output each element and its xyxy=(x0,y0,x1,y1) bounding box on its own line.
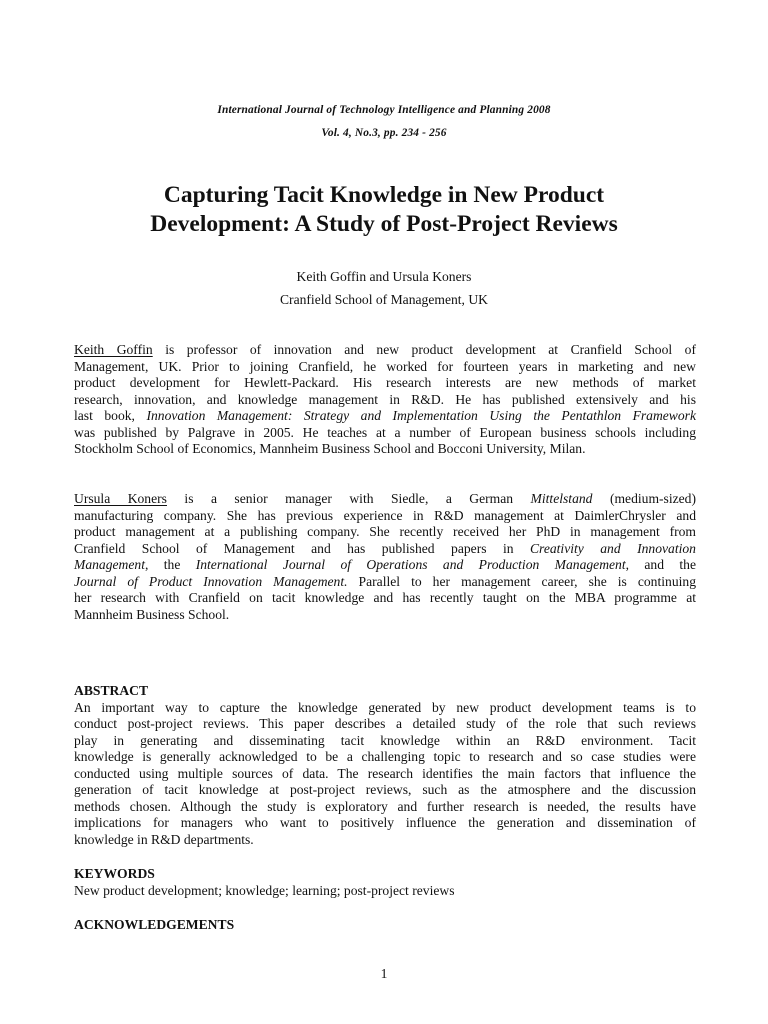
bio-goffin-line: Management, UK. Prior to joining Cranfield, he worked for fourteen years in marketing and new xyxy=(74,358,696,374)
abstract-heading: ABSTRACT xyxy=(74,683,149,698)
journal-volume: Vol. 4, No.3, pp. 234 - 256 xyxy=(321,127,447,139)
author-name-koners: Ursula Koners xyxy=(74,491,167,506)
keywords-heading: KEYWORDS xyxy=(74,866,155,881)
bio-goffin-line: research, innovation, and knowledge management in R&D. He has published extensively and his xyxy=(74,391,696,407)
journal-ref: Management xyxy=(74,557,145,572)
abstract-line: An important way to capture the knowledge generated by new product development teams is to xyxy=(74,699,696,715)
abstract-line: generation of tacit knowledge at post-project reviews, such as the atmosphere and the discussion xyxy=(74,782,696,797)
abstract-line: play in generating and disseminating tacit knowledge within an R&D environment. Tacit xyxy=(74,732,696,748)
author-name-goffin: Keith Goffin xyxy=(74,342,153,357)
book-title: Innovation Management: Strategy and Implementation Using the Pentathlon Framework xyxy=(146,408,696,423)
bio-koners-line: Management, the International Journal of Operations and Production Management, and the xyxy=(74,557,696,572)
abstract-line: knowledge in R&D departments. xyxy=(74,831,254,847)
journal-name: International Journal of Technology Intelligence and Planning 2008 xyxy=(217,104,551,116)
abstract-line: methods chosen. Although the study is exploratory and further research is needed, the results have xyxy=(74,798,696,814)
abstract-line: implications for managers who want to positively influence the generation and dissemination of xyxy=(74,815,696,830)
journal-ref: International Journal of Operations and Production Management xyxy=(195,557,626,572)
bio-goffin-line: was published by Palgrave in 2005. He teaches at a number of European business schools including xyxy=(74,424,696,440)
bio-koners-line: Ursula Koners is a senior manager with Siedle, a German Mittelstand (medium-sized) xyxy=(74,491,697,506)
page-number: 1 xyxy=(380,966,388,981)
abstract-line: knowledge is generally acknowledged to be a challenging topic to research and so case studies were xyxy=(74,749,696,764)
paper-title-line-1: Capturing Tacit Knowledge in New Product xyxy=(163,182,605,208)
bio-koners-line: product management at a publishing company. She recently received her PhD in management from xyxy=(74,524,696,539)
bio-goffin-line: last book, Innovation Management: Strategy and Implementation Using the Pentathlon Framework xyxy=(74,408,696,423)
journal-ref: Journal of Product Innovation Management. xyxy=(74,573,348,589)
bio-koners-line: Mannheim Business School. xyxy=(74,606,230,622)
bio-koners-line: Cranfield School of Management and has published papers in Creativity and Innovation xyxy=(74,540,696,556)
authors: Keith Goffin and Ursula Koners xyxy=(296,269,472,284)
bio-koners-line: manufacturing company. She has previous experience in R&D management at DaimlerChrysler and xyxy=(74,507,696,523)
bio-goffin-line: Keith Goffin is professor of innovation and new product development at Cranfield School of xyxy=(74,342,696,357)
abstract-line: conducted using multiple sources of data. The research identifies the main factors that influence the xyxy=(74,765,696,781)
affiliation: Cranfield School of Management, UK xyxy=(279,292,488,307)
bio-goffin-line: Stockholm School of Economics, Mannheim Business School and Bocconi University, Milan. xyxy=(74,441,586,456)
bio-koners-line: Journal of Product Innovation Management. Parallel to her management career, she is continuing xyxy=(74,573,696,589)
bio-koners-line: her research with Cranfield on tacit knowledge and has recently taught on the MBA programme at xyxy=(74,590,696,605)
journal-ref: Creativity and Innovation xyxy=(529,540,696,556)
abstract-line: conduct post-project reviews. This paper describes a detailed study of the role that such reviews xyxy=(74,716,696,731)
paper-title-line-2: Development: A Study of Post-Project Reviews xyxy=(150,211,618,237)
acknowledgements-heading: ACKNOWLEDGEMENTS xyxy=(74,917,235,932)
bio-goffin-line: product development for Hewlett-Packard. His research interests are new methods of market xyxy=(74,375,696,390)
keywords-text: New product development; knowledge; learning; post-project reviews xyxy=(74,882,455,898)
